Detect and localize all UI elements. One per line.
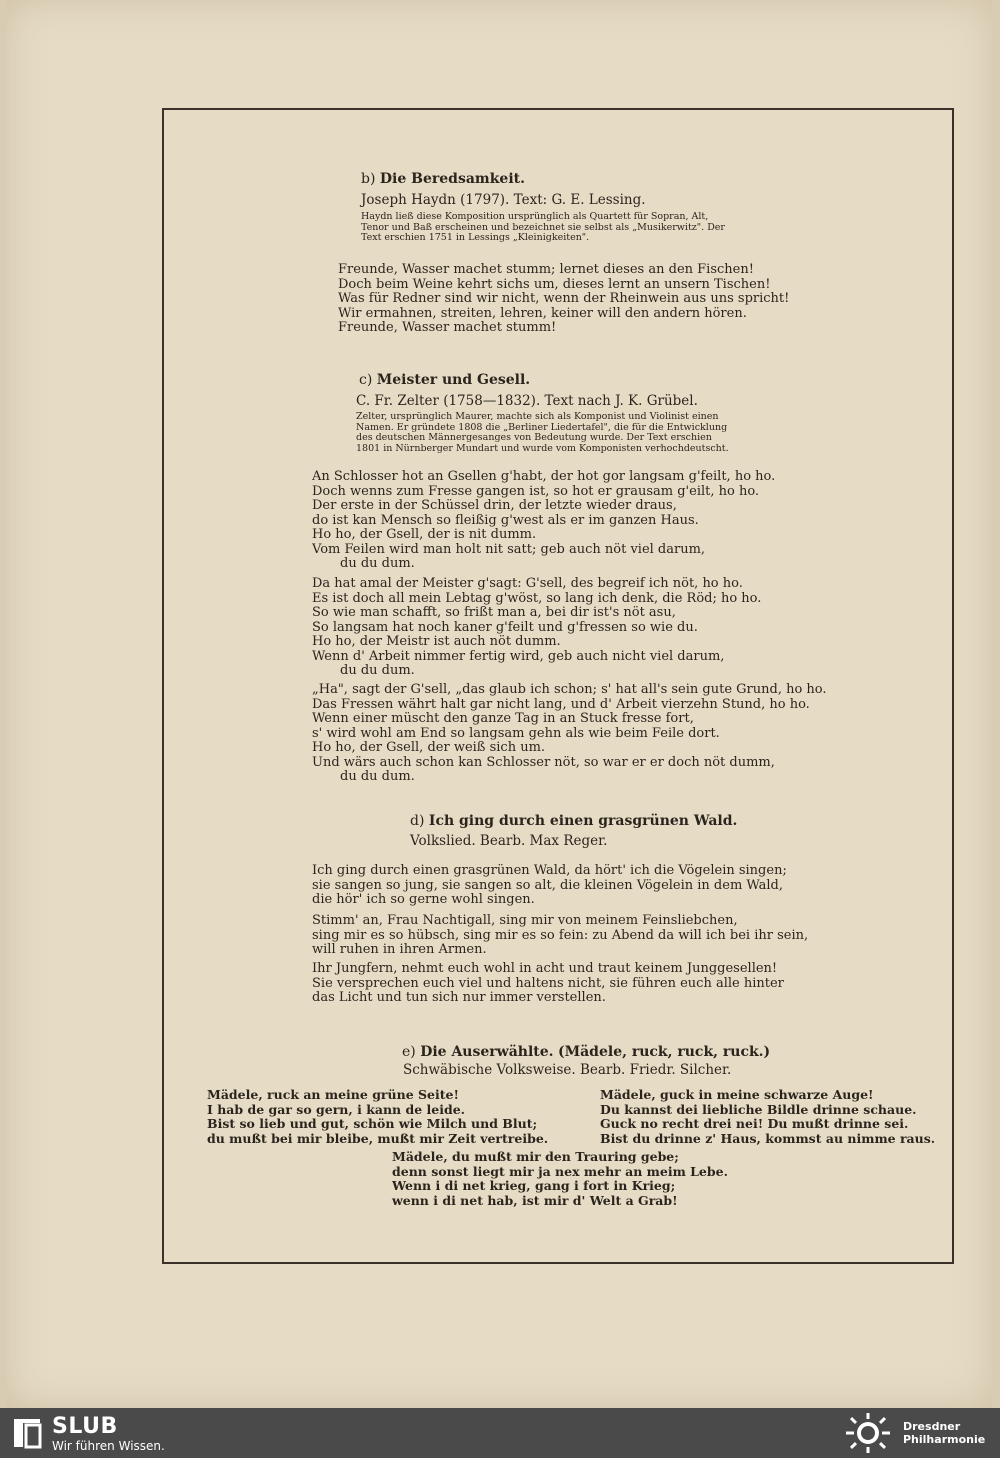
lyric-line: Du kannst dei liebliche Bildle drinne schaue. [600,1101,917,1117]
section-e-heading [402,1043,770,1061]
lyric-line: Freunde, Wasser machet stumm! [338,320,557,335]
lyric-line: das Licht und tun sich nur immer verstellen. [312,990,606,1005]
lyric-refrain: du du dum. [340,556,415,571]
section-d-heading [410,812,737,830]
lyric-line: sie sangen so jung, sie sangen so alt, die kleinen Vögelein in dem Wald, [312,877,784,893]
section-b-lyrics [338,263,789,336]
section-c-title: Meister und Gesell. [376,372,531,388]
lyric-line: Ho ho, der Gsell, der weiß sich um. [312,740,546,755]
lyric-line: Sie versprechen euch viel und haltens nicht, sie führen euch alle hinter [312,975,784,991]
section-c-stanza-2 [312,577,761,679]
lyric-refrain: du du dum. [340,663,415,678]
philharmonie-logo-icon [842,1412,894,1454]
section-e-right-stanza [600,1088,935,1146]
lyric-line: denn sonst liegt mir ja nex mehr an meim Lebe. [392,1163,728,1179]
section-c-heading [359,371,530,389]
section-c-note [356,412,729,454]
lyric-line: Wenn d' Arbeit nimmer fertig wird, geb auch nicht viel darum, [312,648,725,664]
note-line: Zelter, ursprünglich Maurer, machte sich als Komponist und Violinist einen [356,411,719,422]
note-line: des deutschen Männergesanges von Bedeutung wurde. Der Text erschien [356,432,712,443]
lyric-line: Ho ho, der Gsell, der is nit dumm. [312,527,537,542]
footer-bar [0,1408,1000,1458]
lyric-line: Vom Feilen wird man holt nit satt; geb auch nöt viel darum, [312,541,706,557]
lyric-line: Und wärs auch schon kan Schlosser nöt, so war er er doch nöt dumm, [312,754,775,770]
lyric-line: Stimm' an, Frau Nachtigall, sing mir von meinem Feinsliebchen, [312,913,738,928]
lyric-line: do ist kan Mensch so fleißig g'west als er im ganzen Haus. [312,512,699,528]
section-d-title: Ich ging durch einen grasgrünen Wald. [428,813,738,829]
section-b-note [361,212,725,244]
lyric-line: Wenn einer müscht den ganze Tag in an Stuck fresse fort, [312,711,694,726]
section-b-prefix: b) [361,171,376,187]
lyric-line: Wenn i di net krieg, gang i fort in Krieg; [392,1178,676,1193]
lyric-line: Der erste in der Schüssel drin, der letzte wieder draus, [312,498,677,513]
lyric-line: wenn i di net hab, ist mir d' Welt a Grab! [392,1192,678,1208]
section-c-stanza-1 [312,470,775,572]
note-line: Namen. Er gründete 1808 die „Berliner Liedertafel", die für die Entwicklung [356,421,728,433]
lyric-line: Was für Redner sind wir nicht, wenn der Rheinwein aus uns spricht! [338,291,790,306]
lyric-line: Ich ging durch einen grasgrünen Wald, da hört' ich die Vögelein singen; [312,863,787,878]
section-d-prefix: d) [410,813,425,829]
lyric-line: du mußt bei mir bleibe, mußt mir Zeit vertreibe. [207,1130,549,1146]
lyric-line: die hör' ich so gerne wohl singen. [312,892,535,907]
section-c-prefix: c) [359,372,373,388]
section-d-composer: Volkslied. Bearb. Max Reger. [410,833,608,849]
lyric-line: Da hat amal der Meister g'sagt: G'sell, des begreif ich nöt, ho ho. [312,576,743,591]
note-line: Haydn ließ diese Komposition ursprünglich als Quartett für Sopran, Alt, [361,211,709,222]
lyric-line: Mädele, ruck an meine grüne Seite! [207,1087,459,1102]
lyric-line: Bist du drinne z' Haus, kommst au nimme raus. [600,1130,936,1146]
slub-logo-icon [12,1417,42,1449]
lyric-refrain: du du dum. [340,769,415,784]
lyric-line: Mädele, guck in meine schwarze Auge! [600,1087,874,1102]
section-e-center-stanza [392,1150,728,1208]
partner-name [903,1420,985,1446]
lyric-line: Mädele, du mußt mir den Trauring gebe; [392,1149,679,1164]
library-name: SLUB [52,1414,118,1439]
lyric-line: Doch beim Weine kehrt sichs um, dieses lernt an unsern Tischen! [338,276,771,292]
lyric-line: An Schlosser hot an Gsellen g'habt, der hot gor langsam g'feilt, ho ho. [312,469,776,484]
lyric-line: Das Fressen währt halt gar nicht lang, und d' Arbeit vierzehn Stund, ho ho. [312,696,810,712]
lyric-line: Wir ermahnen, streiten, lehren, keiner will den andern hören. [338,305,747,321]
section-e-left-stanza [207,1088,548,1146]
section-d-stanza-2 [312,914,808,958]
note-line: 1801 in Nürnberger Mundart und wurde vom Komponisten verhochdeutscht. [356,442,729,454]
lyric-line: Ho ho, der Meistr ist auch nöt dumm. [312,634,561,649]
lyric-line: Freunde, Wasser machet stumm; lernet dieses an den Fischen! [338,262,754,277]
section-b-heading [361,170,525,188]
lyric-line: will ruhen in ihren Armen. [312,942,487,957]
lyric-line: Es ist doch all mein Lebtag g'wöst, so lang ich denk, die Röd; ho ho. [312,590,762,606]
section-d-stanza-1 [312,864,787,908]
lyric-line: So langsam hat noch kaner g'feilt und g'fressen so wie du. [312,619,698,635]
note-line: Tenor und Baß erscheinen und bezeichnet sie selbst als „Musikerwitz". Der [361,221,725,233]
section-e-prefix: e) [402,1044,416,1060]
section-e-subtitle: (Mädele, ruck, ruck, ruck.) [557,1044,771,1060]
lyric-line: Guck no recht drei nei! Du mußt drinne sei. [600,1116,909,1131]
section-e-composer: Schwäbische Volksweise. Bearb. Friedr. Silcher. [403,1062,732,1078]
lyric-line: I hab de gar so gern, i kann de leide. [207,1101,466,1117]
section-c-stanza-3 [312,683,827,785]
document-page [6,0,992,1408]
partner-line-2: Philharmonie [903,1433,986,1446]
lyric-line: Ihr Jungfern, nehmt euch wohl in acht und traut keinem Junggesellen! [312,961,778,976]
section-d-stanza-3 [312,962,784,1006]
lyric-line: So wie man schafft, so frißt man a, bei dir ist's nöt asu, [312,605,676,620]
lyric-line: sing mir es so hübsch, sing mir es so fein: zu Abend da will ich bei ihr sein, [312,927,809,943]
section-b-composer: Joseph Haydn (1797). Text: G. E. Lessing. [361,192,646,208]
library-tagline: Wir führen Wissen. [52,1439,165,1453]
lyric-line: Bist so lieb und gut, schön wie Milch und Blut; [207,1116,538,1131]
lyric-line: s' wird wohl am End so langsam gehn als wie beim Feile dort. [312,725,720,741]
lyric-line: Doch wenns zum Fresse gangen ist, so hot er grausam g'eilt, ho ho. [312,483,760,499]
section-c-composer: C. Fr. Zelter (1758—1832). Text nach J. K. Grübel. [356,393,698,409]
section-b-title: Die Beredsamkeit. [379,171,525,187]
note-line: Text erschien 1751 in Lessings „Kleinigkeiten". [361,232,590,243]
partner-line-1: Dresdner [903,1420,961,1433]
section-e-title: Die Auserwählte. [420,1044,554,1060]
lyric-line: „Ha", sagt der G'sell, „das glaub ich schon; s' hat all's sein gute Grund, ho ho. [312,682,827,697]
